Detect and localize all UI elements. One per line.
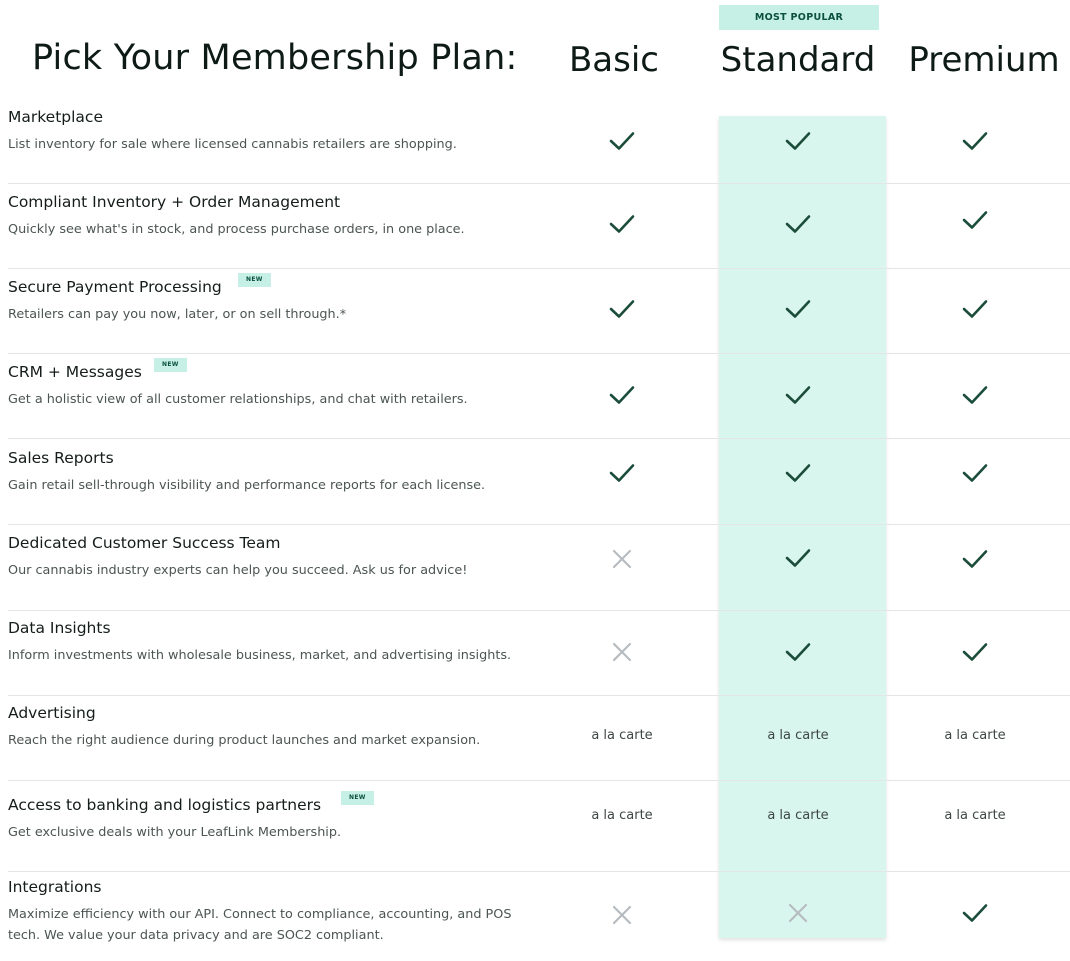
feature-description: Get a holistic view of all customer relationships, and chat with retailers. <box>8 392 468 407</box>
feature-description: Get exclusive deals with your LeafLink Membership. <box>8 825 342 840</box>
close-icon <box>592 900 652 930</box>
feature-name: Data Insights <box>8 619 111 637</box>
check-icon <box>592 126 652 156</box>
check-icon <box>945 126 1005 156</box>
check-icon <box>945 544 1005 574</box>
close-icon <box>592 544 652 574</box>
cell-basic-a-la-carte: a la carte <box>591 728 653 743</box>
cell-premium-a-la-carte: a la carte <box>944 808 1006 823</box>
new-badge: NEW <box>341 791 374 805</box>
feature-name: Integrations <box>8 878 102 896</box>
check-icon <box>945 458 1005 488</box>
check-icon <box>768 458 828 488</box>
cell-standard-a-la-carte: a la carte <box>767 808 829 823</box>
feature-name: Compliant Inventory + Order Management <box>8 193 341 211</box>
close-icon <box>592 637 652 667</box>
feature-name: Dedicated Customer Success Team <box>8 534 281 552</box>
check-icon <box>768 209 828 239</box>
check-icon <box>768 126 828 156</box>
check-icon <box>768 294 828 324</box>
check-icon <box>945 205 1005 235</box>
check-icon <box>768 380 828 410</box>
feature-description: Inform investments with wholesale business, market, and advertising insights. <box>8 648 512 663</box>
most-popular-badge: MOST POPULAR <box>719 5 879 30</box>
feature-row <box>8 780 1070 872</box>
check-icon <box>592 458 652 488</box>
feature-description: Our cannabis industry experts can help you succeed. Ask us for advice! <box>8 563 468 578</box>
feature-description: Gain retail sell-through visibility and performance reports for each license. <box>8 478 486 493</box>
check-icon <box>592 209 652 239</box>
feature-description: Maximize efficiency with our API. Connect to compliance, accounting, and POS tech. We value your data privacy and are SOC2 compliant. <box>8 907 512 943</box>
feature-row <box>8 871 1070 961</box>
feature-row <box>8 524 1070 611</box>
plan-header-standard: Standard <box>720 40 876 80</box>
feature-row <box>8 695 1070 781</box>
close-icon <box>768 898 828 928</box>
check-icon <box>768 637 828 667</box>
check-icon <box>945 898 1005 928</box>
check-icon <box>945 380 1005 410</box>
cell-basic-a-la-carte: a la carte <box>591 808 653 823</box>
feature-description: Retailers can pay you now, later, or on sell through.* <box>8 307 347 322</box>
feature-name: Marketplace <box>8 108 103 126</box>
feature-name: Sales Reports <box>8 449 114 467</box>
feature-name: Advertising <box>8 704 96 722</box>
plan-header-basic: Basic <box>568 40 659 80</box>
cell-premium-a-la-carte: a la carte <box>944 728 1006 743</box>
check-icon <box>592 380 652 410</box>
feature-row <box>8 268 1070 354</box>
new-badge: NEW <box>238 273 271 287</box>
check-icon <box>768 543 828 573</box>
feature-row <box>8 610 1070 696</box>
plan-header-premium: Premium <box>908 40 1060 80</box>
feature-description: Reach the right audience during product launches and market expansion. <box>8 733 481 748</box>
new-badge: NEW <box>154 358 187 372</box>
check-icon <box>945 294 1005 324</box>
cell-standard-a-la-carte: a la carte <box>767 728 829 743</box>
feature-name: Secure Payment Processing <box>8 278 222 296</box>
feature-description: Quickly see what's in stock, and process purchase orders, in one place. <box>8 222 465 237</box>
check-icon <box>592 294 652 324</box>
feature-name: CRM + Messages <box>8 363 142 381</box>
feature-row <box>8 183 1070 269</box>
feature-row <box>8 98 1070 184</box>
check-icon <box>945 637 1005 667</box>
feature-row <box>8 353 1070 439</box>
page-title: Pick Your Membership Plan: <box>32 38 518 78</box>
feature-description: List inventory for sale where licensed cannabis retailers are shopping. <box>8 137 457 152</box>
feature-row <box>8 438 1070 525</box>
feature-name: Access to banking and logistics partners <box>8 796 322 814</box>
